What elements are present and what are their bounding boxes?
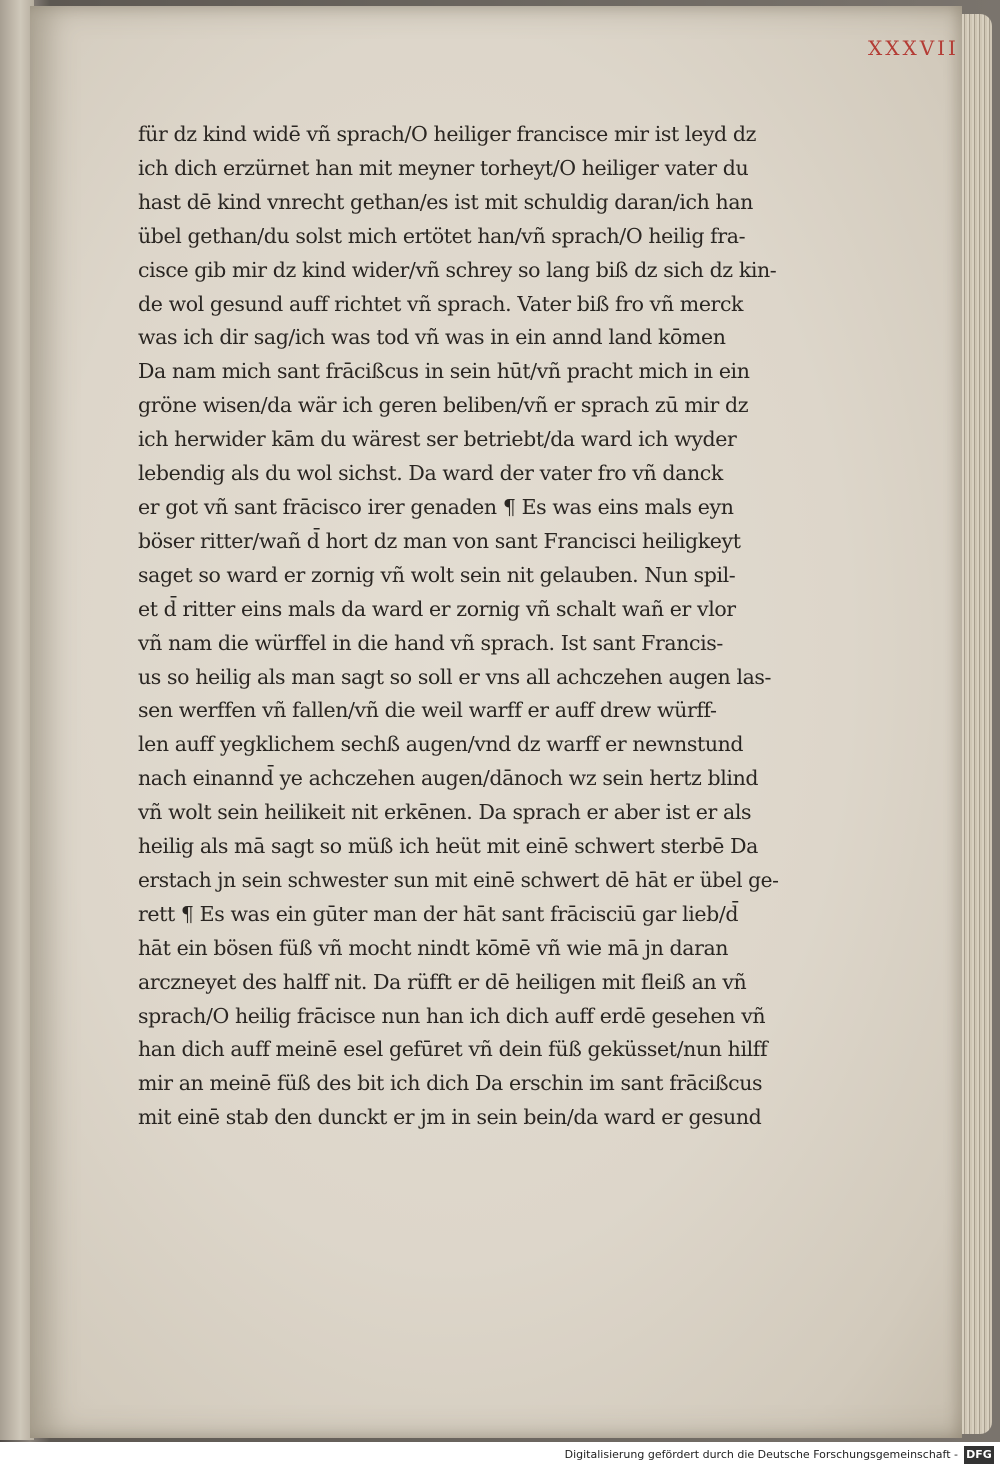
text-line: heilig als mā sagt so müß ich heüt mit einē schwert sterbē Da [138,834,758,859]
text-block [138,118,778,1135]
text-line: böser ritter/wañ d̄ hort dz man von sant Francisci heiligkeyt [138,528,741,553]
text-line: gröne wisen/da wär ich geren beliben/vñ er sprach zū mir dz [138,393,749,418]
text-line: übel gethan/du solst mich ertötet han/vñ sprach/O heilig fra- [138,223,746,248]
text-line: vñ nam die würffel in die hand vñ sprach. Ist sant Francis- [138,630,723,655]
funding-notice: Digitalisierung gefördert durch die Deutsche Forschungsgemeinschaft - [564,1448,958,1461]
text-line: ich herwider kām du wärest ser betriebt/da ward ich wyder [138,427,737,452]
text-line: Da nam mich sant frācißcus in sein hūt/vñ pracht mich in ein [138,359,750,384]
dfg-logo: DFG [964,1446,994,1464]
text-line: was ich dir sag/ich was tod vñ was in ein annd land kōmen [138,325,726,350]
text-line: saget so ward er zornig vñ wolt sein nit gelauben. Nun spil- [138,562,736,587]
text-line: vñ wolt sein heilikeit nit erkēnen. Da sprach er aber ist er als [138,800,752,825]
text-line: et d̄ ritter eins mals da ward er zornig vñ schalt wañ er vlor [138,596,736,621]
text-line: han dich auff meinē esel gefūret vñ dein füß geküsset/nun hilff [138,1037,768,1062]
text-line: mit einē stab den dunckt er jm in sein bein/da ward er gesund [138,1105,762,1130]
text-line: hāt ein bösen füß vñ mocht nindt kōmē vñ wie mā jn daran [138,935,729,960]
facing-page-edge [0,0,34,1440]
text-line: len auff yegklichem sechß augen/vnd dz warff er newnstund [138,732,744,757]
text-line: de wol gesund auff richtet vñ sprach. Vater biß fro vñ merck [138,291,744,316]
text-line: arczneyet des halff nit. Da rüfft er dē heiligen mit fleiß an vñ [138,969,747,994]
text-line: us so heilig als man sagt so soll er vns all achczehen augen las- [138,664,772,689]
text-line: er got vñ sant frācisco irer genaden ¶ Es was eins mals eyn [138,494,734,519]
text-line: für dz kind widē vñ sprach/O heiliger francisce mir ist leyd dz [138,122,756,146]
text-line: erstach jn sein schwester sun mit einē schwert dē hāt er übel ge- [138,867,779,892]
text-line: sen werffen vñ fallen/vñ die weil warff er auff drew würff- [138,698,717,723]
text-line: hast dē kind vnrecht gethan/es ist mit schuldig daran/ich han [138,189,753,214]
text-line: sprach/O heilig frācisce nun han ich dich auff erdē gesehen vñ [138,1003,766,1028]
text-line: lebendig als du wol sichst. Da ward der vater fro vñ danck [138,461,723,486]
text-line: rett ¶ Es was ein gūter man der hāt sant frācisciū gar lieb/d̄ [138,901,739,926]
footer-bar [0,1442,1000,1471]
folio-number: XXXVII [868,36,959,60]
text-line: nach einannd̄ ye achczehen augen/dānoch wz sein hertz blind [138,766,759,791]
text-line: cisce gib mir dz kind wider/vñ schrey so lang biß dz sich dz kin- [138,257,777,282]
text-line: ich dich erzürnet han mit meyner torheyt/O heiliger vater du [138,155,749,180]
text-line: mir an meinē füß des bit ich dich Da erschin im sant frācißcus [138,1071,763,1096]
